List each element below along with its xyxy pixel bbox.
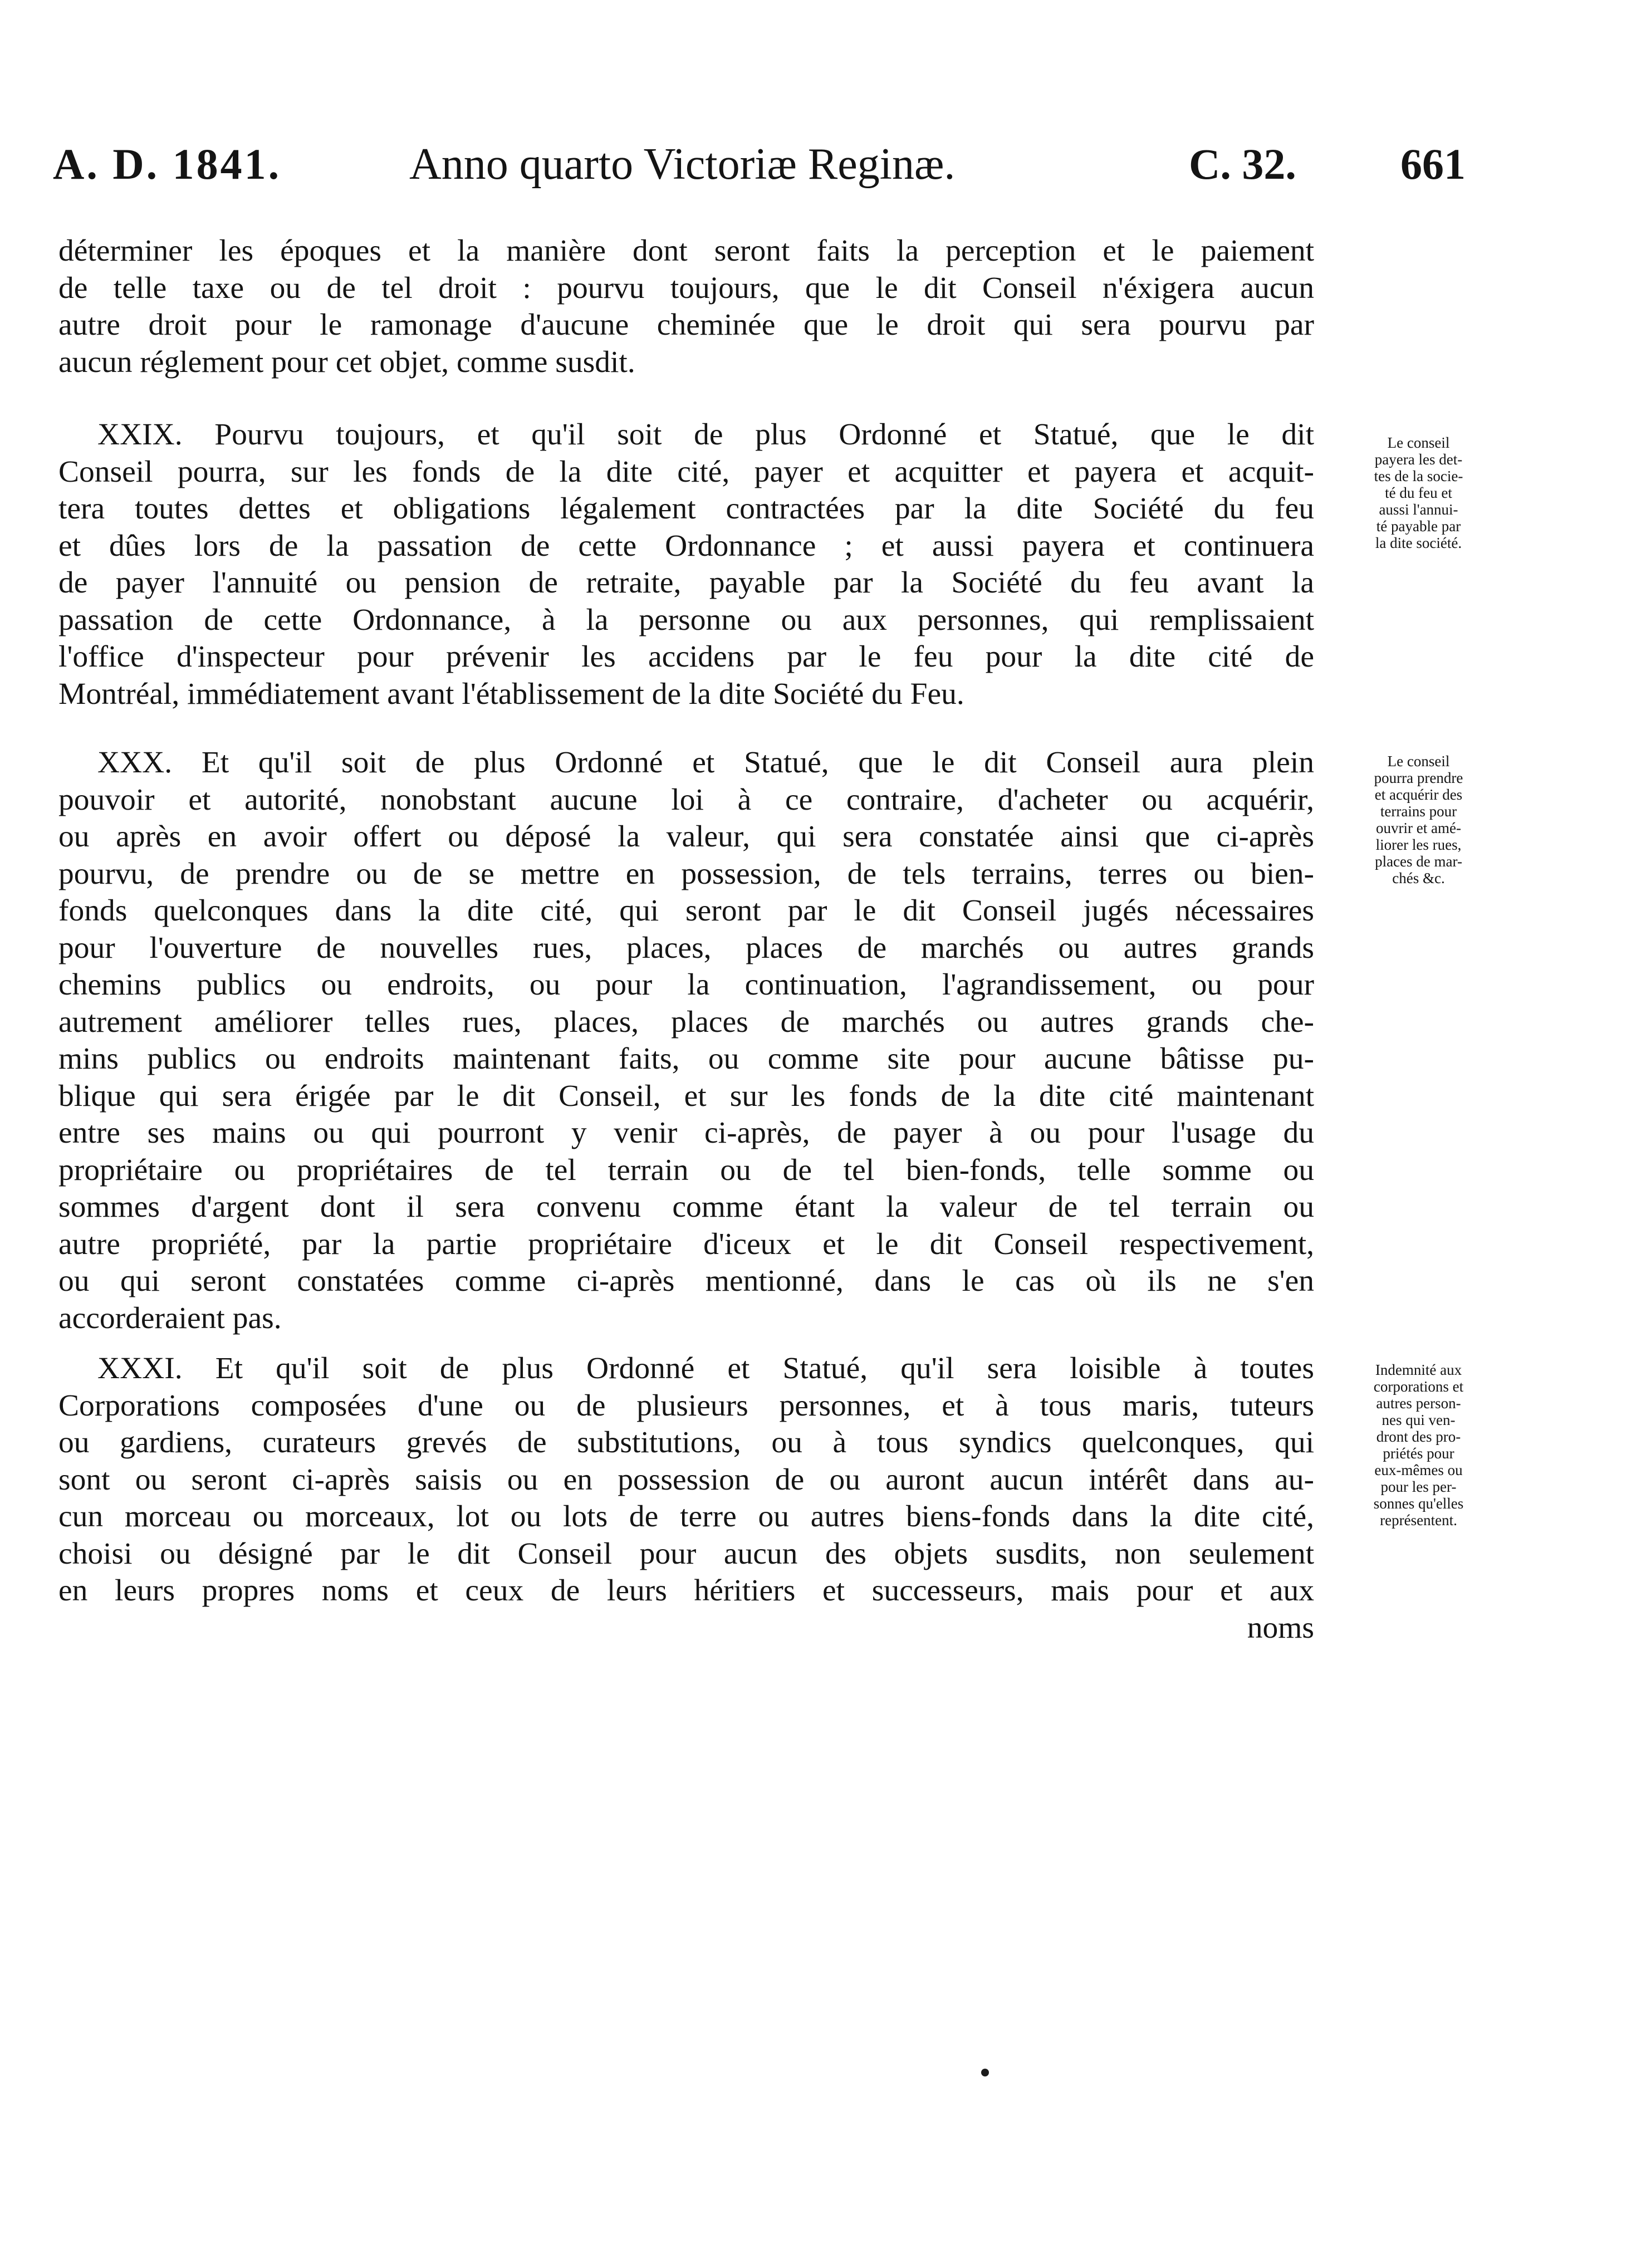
text-line: fonds quelconques dans la dite cité, qui seront par le dit Conseil jugés nécessaires xyxy=(58,894,1314,928)
running-header xyxy=(53,134,1490,195)
text-line: Conseil pourra, sur les fonds de la dite cité, payer et acquitter et payera et acquit- xyxy=(58,454,1314,489)
margin-note-line: dront des pro- xyxy=(1376,1428,1461,1445)
text-line: Montréal, immédiatement avant l'établissement de la dite Société du Feu. xyxy=(58,677,964,711)
text-line: pourvu, de prendre ou de se mettre en possession, de tels terrains, terres ou bien- xyxy=(58,856,1314,891)
text-line: accorderaient pas. xyxy=(58,1301,282,1335)
text-line: XXXI. Et qu'il soit de plus Ordonné et Statué, qu'il sera loisible à toutes xyxy=(97,1351,1314,1385)
margin-note-line: terrains pour xyxy=(1380,803,1457,820)
text-line: mins publics ou endroits maintenant faits, ou comme site pour aucune bâtisse pu- xyxy=(58,1042,1314,1076)
margin-note-line: té du feu et xyxy=(1385,484,1452,501)
margin-note-line: sonnes qu'elles xyxy=(1373,1495,1464,1512)
text-line: XXX. Et qu'il soit de plus Ordonné et Statué, que le dit Conseil aura plein xyxy=(97,746,1314,780)
margin-note-line: eux-mêmes ou xyxy=(1374,1462,1463,1478)
section-xxxi xyxy=(58,1350,1314,1647)
continued-paragraph xyxy=(58,233,1314,381)
text-line: blique qui sera érigée par le dit Conseil, et sur les fonds de la dite cité maintenant xyxy=(58,1079,1314,1113)
ink-speck xyxy=(981,2069,989,2076)
margin-note-line: payera les det- xyxy=(1374,451,1463,468)
margin-note-line: aussi l'annui- xyxy=(1379,501,1458,518)
header-chapter: C. 32. xyxy=(1189,140,1296,188)
margin-note-line: la dite société. xyxy=(1375,535,1462,551)
text-line: ou gardiens, curateurs grevés de substitutions, ou à tous syndics quelconques, qui xyxy=(58,1426,1314,1459)
section-xxix xyxy=(58,417,1314,713)
margin-note-line: pour les per- xyxy=(1380,1478,1457,1495)
margin-note-line: autres person- xyxy=(1376,1395,1461,1412)
text-line: choisi ou désigné par le dit Conseil pour aucun des objets susdits, non seulement xyxy=(58,1536,1314,1571)
text-line: l'office d'inspecteur pour prévenir les accidens par le feu pour la dite cité de xyxy=(58,640,1314,674)
margin-note-line: té payable par xyxy=(1376,518,1461,535)
text-line: de payer l'annuité ou pension de retraite, payable par la Société du feu avant la xyxy=(58,566,1314,600)
text-line: en leurs propres noms et ceux de leurs héritiers et successeurs, mais pour et aux xyxy=(58,1574,1314,1608)
margin-note-xxxi xyxy=(1334,1361,1503,1529)
catchword: noms xyxy=(1247,1610,1314,1645)
margin-note-xxx xyxy=(1334,753,1503,886)
margin-note-line: nes qui ven- xyxy=(1382,1412,1456,1428)
text-line: sont ou seront ci-après saisis ou en possession de ou auront aucun intérêt dans au- xyxy=(58,1462,1314,1497)
margin-note-xxix xyxy=(1334,434,1503,551)
text-line: XXIX. Pourvu toujours, et qu'il soit de plus Ordonné et Statué, que le dit xyxy=(97,418,1314,452)
text-line: ou qui seront constatées comme ci-après mentionné, dans le cas où ils ne s'en xyxy=(58,1264,1314,1298)
margin-note-line: pourra prendre xyxy=(1374,770,1463,786)
text-line: entre ses mains ou qui pourront y venir ci-après, de payer à ou pour l'usage du xyxy=(58,1116,1314,1150)
text-line: pouvoir et autorité, nonobstant aucune loi à ce contraire, d'acheter ou acquérir, xyxy=(58,782,1314,817)
margin-note-line: Le conseil xyxy=(1387,434,1450,451)
text-line: tera toutes dettes et obligations légalement contractées par la dite Société du feu xyxy=(58,492,1314,526)
margin-note-line: et acquérir des xyxy=(1374,786,1463,803)
section-xxx xyxy=(58,744,1314,1337)
text-line: autre propriété, par la partie propriétaire d'iceux et le dit Conseil respectivement, xyxy=(58,1227,1314,1261)
margin-note-line: tes de la socie- xyxy=(1374,468,1463,484)
margin-note-line: ouvrir et amé- xyxy=(1376,820,1461,836)
text-line: aucun réglement pour cet objet, comme susdit. xyxy=(58,345,635,379)
margin-note-line: Indemnité aux xyxy=(1375,1361,1462,1378)
text-line: de telle taxe ou de tel droit : pourvu toujours, que le dit Conseil n'éxigera aucun xyxy=(58,271,1314,305)
header-page-number: 661 xyxy=(1400,140,1466,188)
text-line: pour l'ouverture de nouvelles rues, places, places de marchés ou autres grands xyxy=(58,930,1314,965)
margin-note-line: Le conseil xyxy=(1387,753,1450,770)
margin-note-line: liorer les rues, xyxy=(1375,836,1462,853)
margin-note-line: représentent. xyxy=(1380,1512,1457,1529)
margin-note-line: priétés pour xyxy=(1383,1445,1454,1462)
text-line: chemins publics ou endroits, ou pour la continuation, l'agrandissement, ou pour xyxy=(58,968,1314,1002)
text-line: et dûes lors de la passation de cette Ordonnance ; et aussi payera et continuera xyxy=(58,528,1314,563)
text-line: Corporations composées d'une ou de plusieurs personnes, et à tous maris, tuteurs xyxy=(58,1388,1314,1423)
text-line: autrement améliorer telles rues, places, places de marchés ou autres grands che- xyxy=(58,1005,1314,1039)
text-line: sommes d'argent dont il sera convenu comme étant la valeur de tel terrain ou xyxy=(58,1190,1314,1224)
header-title: Anno quarto Victoriæ Reginæ. xyxy=(409,140,956,189)
text-line: cun morceau ou morceaux, lot ou lots de terre ou autres biens-fonds dans la dite cité, xyxy=(58,1500,1314,1534)
margin-note-line: places de mar- xyxy=(1375,853,1462,870)
text-line: passation de cette Ordonnance, à la personne ou aux personnes, qui remplissaient xyxy=(58,602,1314,637)
margin-note-line: chés &c. xyxy=(1392,870,1445,886)
text-line: autre droit pour le ramonage d'aucune cheminée que le droit qui sera pourvu par xyxy=(58,308,1314,342)
header-year: A. D. 1841. xyxy=(53,140,282,188)
text-line: déterminer les époques et la manière dont seront faits la perception et le paiement xyxy=(58,234,1314,268)
margin-note-line: corporations et xyxy=(1373,1378,1464,1395)
text-line: propriétaire ou propriétaires de tel terrain ou de tel bien-fonds, telle somme ou xyxy=(58,1153,1314,1187)
text-line: ou après en avoir offert ou déposé la valeur, qui sera constatée ainsi que ci-après xyxy=(58,820,1314,854)
